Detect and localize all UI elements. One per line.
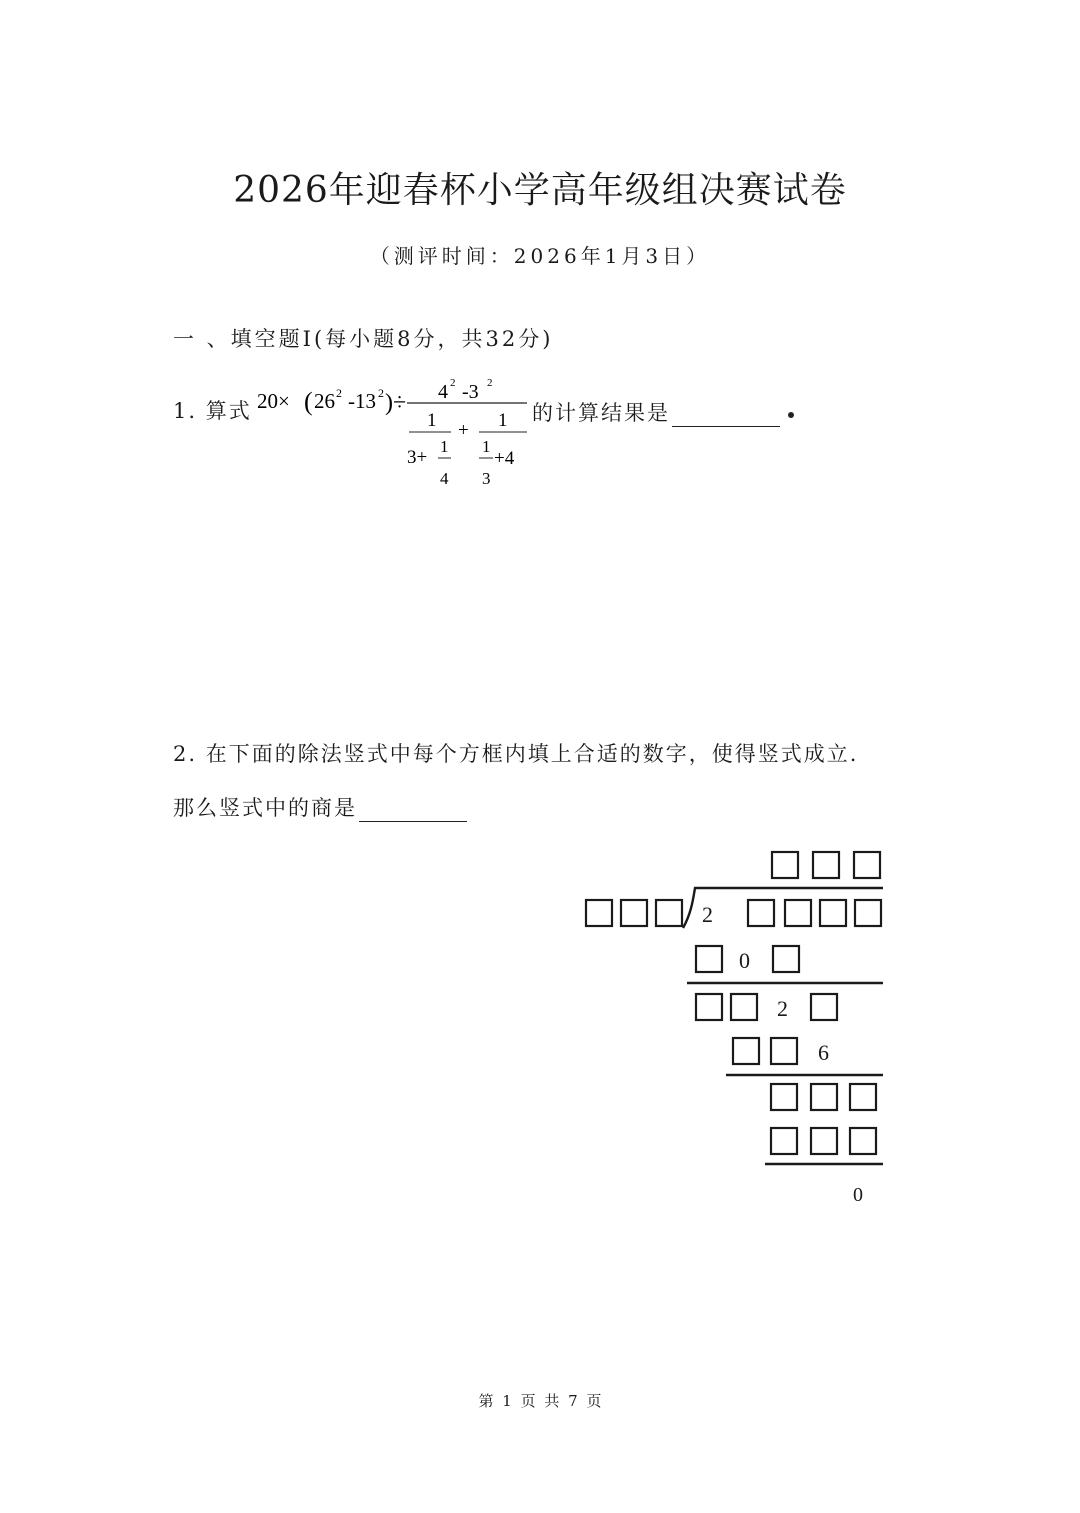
den-one-c: 1	[498, 410, 508, 431]
num-base1: 4	[438, 381, 448, 403]
page-title: 2026年迎春杯小学高年级组决赛试卷	[233, 170, 847, 211]
remainder2-box[interactable]	[771, 1084, 797, 1110]
q2-question-text: 那么竖式中的商是	[173, 796, 357, 820]
quotient-box[interactable]	[813, 852, 839, 878]
q1-answer-blank[interactable]	[672, 406, 780, 427]
remainder1-box[interactable]	[696, 994, 722, 1020]
den-plus: +	[458, 420, 469, 441]
dividend-box[interactable]	[785, 900, 811, 926]
q1-label: 1. 算式	[173, 399, 252, 423]
q1-tail-text: 的计算结果是	[532, 401, 670, 425]
division-bracket	[683, 888, 883, 928]
num-exp1: 2	[450, 377, 456, 389]
q2-statement: 2. 在下面的除法竖式中每个方框内填上合适的数字，使得竖式成立.	[173, 742, 859, 766]
product2-box[interactable]	[771, 1038, 797, 1064]
den-three: 3	[482, 469, 491, 488]
den-one-d: 1	[482, 437, 491, 456]
dividend-box[interactable]	[855, 900, 881, 926]
remainder1-box[interactable]	[731, 994, 757, 1020]
formula-prefix: 20×	[257, 389, 290, 413]
dividend-digit-2: 2	[702, 902, 713, 927]
den-three-plus: 3+	[407, 447, 428, 468]
formula-paren-open: (	[304, 387, 313, 416]
remainder2-box[interactable]	[811, 1084, 837, 1110]
formula-base1: 26	[314, 389, 335, 413]
num-exp2: 2	[487, 377, 493, 389]
period-dot	[788, 412, 794, 418]
dividend-box[interactable]	[748, 900, 774, 926]
formula-minus13: -13	[348, 389, 376, 413]
q1-answer-line	[532, 397, 794, 427]
den-four: 4	[440, 469, 449, 488]
q1-formula	[255, 368, 535, 493]
num-minus3: -3	[462, 381, 479, 403]
remainder2-box[interactable]	[850, 1084, 876, 1110]
product2-digit-6: 6	[818, 1040, 829, 1065]
page-footer: 第 1 页 共 7 页	[478, 1392, 602, 1410]
remainder1-digit-2: 2	[777, 996, 788, 1021]
product1-box[interactable]	[696, 946, 722, 972]
product3-box[interactable]	[811, 1128, 837, 1154]
section-heading: 一 、填空题I(每小题8分，共32分)	[173, 327, 554, 351]
exam-date: （测评时间：2026年1月3日）	[369, 244, 711, 268]
divisor-box[interactable]	[656, 900, 682, 926]
formula-exp2: 2	[378, 386, 384, 400]
den-plus-four: +4	[494, 448, 515, 469]
formula-exp1: 2	[336, 386, 342, 400]
product3-box[interactable]	[771, 1128, 797, 1154]
final-remainder: 0	[853, 1184, 863, 1206]
remainder1-box[interactable]	[811, 994, 837, 1020]
den-one-a: 1	[427, 410, 437, 431]
q2-answer-blank[interactable]	[359, 801, 467, 822]
long-division-diagram	[575, 840, 895, 1210]
formula-paren-close: )÷	[385, 390, 407, 416]
den-one-b: 1	[440, 437, 449, 456]
dividend-box[interactable]	[820, 900, 846, 926]
product3-box[interactable]	[850, 1128, 876, 1154]
product2-box[interactable]	[733, 1038, 759, 1064]
quotient-box[interactable]	[854, 852, 880, 878]
divisor-box[interactable]	[621, 900, 647, 926]
divisor-box[interactable]	[586, 900, 612, 926]
quotient-box[interactable]	[772, 852, 798, 878]
q2-question	[173, 792, 467, 822]
product1-digit-0: 0	[739, 948, 750, 973]
product1-box[interactable]	[773, 946, 799, 972]
